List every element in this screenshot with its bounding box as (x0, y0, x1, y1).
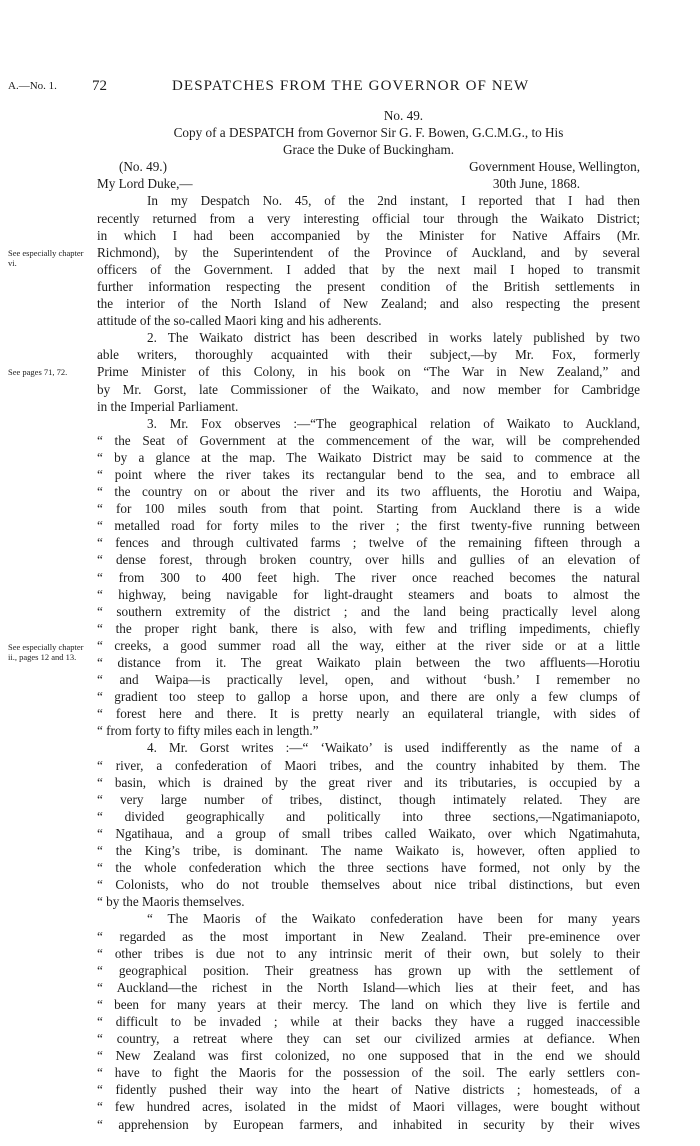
text-line: “ dense forest, through broken country, over hills and gullies of an elevation of (97, 552, 640, 568)
text-line: “ country, a retreat where they can set our civilized armies at defiance. When (97, 1031, 640, 1047)
text-line: “ Auckland—the richest in the North Island—which lies at their feet, and has (97, 979, 640, 995)
text-line: Richmond), by the Superintendent of the Province of Auckland, and by several (97, 244, 640, 260)
text-line: “ been for many years at their mercy. The land on which they live is fertile and (97, 996, 640, 1012)
text-line: “ regarded as the most important in New Zealand. Their pre-eminence over (97, 928, 640, 944)
despatch-title-line: Grace the Duke of Buckingham. (282, 142, 454, 158)
text-line: “ metalled road for forty miles to the river ; the first twenty-five running between (97, 518, 640, 534)
despatch-title-line: Copy of a DESPATCH from Governor Sir G. F. Bowen, G.C.M.G., to His (173, 125, 564, 141)
text-line: “ Colonists, who do not trouble themselves about nice tribal distinctions, but even (97, 877, 640, 893)
text-line: “ the whole confederation which the three sections have formed, not only by the (97, 860, 640, 876)
despatch-body (97, 107, 640, 1133)
text-line: “ apprehension by European farmers, and inhabited in security by their wives (97, 1116, 640, 1132)
text-line: “ the country on or about the river and its two affluents, the Horotiu and Waipa, (97, 484, 640, 500)
margin-note: See especially chapter ii., pages 12 and 13. (8, 642, 84, 662)
text-line: “ creeks, a good summer road all the way, either at the river side or at a little (97, 637, 640, 653)
text-line: “ point where the river takes its rectangular bend to the sea, and to embrace all (97, 466, 640, 482)
text-line: further information respecting the present condition of the British settlements in (97, 278, 640, 294)
text-line: “ by the Maoris themselves. (97, 894, 245, 910)
text-line: “ river, a confederation of Maori tribes, and the country inhabited by them. The (97, 757, 640, 773)
text-line: the interior of the North Island of New Zealand; and also respecting the present (97, 296, 640, 312)
text-line: in the Imperial Parliament. (97, 398, 239, 414)
text-line: by Mr. Gorst, late Commissioner of the Waikato, and now member for Cambridge (97, 381, 640, 397)
running-title: DESPATCHES FROM THE GOVERNOR OF NEW (172, 78, 530, 94)
text-line: “ highway, being navigable for light-draught steamers and boats to almost the (97, 586, 640, 602)
text-line: recently returned from a very interesting official tour through the Waikato District; (97, 210, 640, 226)
margin-note: See pages 71, 72. (8, 367, 68, 377)
despatch-salutation-row (97, 175, 640, 192)
despatch-date: 30th June, 1868. (492, 176, 580, 192)
text-line: “ and Waipa—is practically level, open, and without ‘bush.’ I remember no (97, 672, 640, 688)
text-line: able writers, thoroughly acquainted with their subject,—by Mr. Fox, formerly (97, 347, 640, 363)
text-line: “ from 300 to 400 feet high. The river once reached becomes the natural (97, 569, 640, 585)
despatch-ref: (No. 49.) (119, 159, 167, 175)
text-line: “ few hundred acres, isolated in the midst of Maori villages, were bought without (97, 1099, 640, 1115)
text-line: “ forest here and there. It is pretty nearly an equilateral triangle, with sides of (97, 706, 640, 722)
page-number: 72 (92, 78, 107, 94)
text-line: 3. Mr. Fox observes :—“The geographical relation of Waikato to Auckland, (147, 415, 640, 431)
text-line: “ the proper right bank, there is also, with few and trifling impediments, chiefly (97, 620, 640, 636)
text-line: “ very large number of tribes, distinct, though intimately related. They are (97, 791, 640, 807)
text-line: “ geographical position. Their greatness has grown up with the settlement of (97, 962, 640, 978)
text-line: “ fences and through cultivated farms ; twelve of the remaining fifteen through a (97, 535, 640, 551)
text-line: “ difficult to be invaded ; while at their backs they have a rugged inaccessible (97, 1013, 640, 1029)
despatch-place: Government House, Wellington, (469, 159, 640, 175)
margin-note: See especially chapter vi. (8, 248, 84, 268)
text-line: “ fidently pushed their way into the heart of Native districts ; homesteads, of a (97, 1082, 640, 1098)
text-line: “ divided geographically and politically into three sections,—Ngatimaniapoto, (97, 808, 640, 824)
despatch-title (97, 124, 640, 158)
text-line: “ the King’s tribe, is dominant. The name Waikato is, however, often applied to (97, 843, 640, 859)
text-line: “ southern extremity of the district ; and the land being practically level along (97, 603, 640, 619)
text-line: Prime Minister of this Colony, in his book on “The War in New Zealand,” and (97, 364, 640, 380)
text-line: “ New Zealand was first colonized, no one supposed that in the end we should (97, 1048, 640, 1064)
text-line: “ have to fight the Maoris for the possession of the soil. The early settlers con- (97, 1065, 640, 1081)
text-line: “ for 100 miles south from that point. Starting from Auckland there is a wide (97, 501, 640, 517)
salutation: My Lord Duke,— (97, 176, 193, 192)
text-line: in which I had been accompanied by the Minister for Native Affairs (Mr. (97, 227, 640, 243)
text-line: 4. Mr. Gorst writes :—“ ‘Waikato’ is used indifferently as the name of a (147, 740, 640, 756)
text-line: “ The Maoris of the Waikato confederation have been for many years (147, 911, 640, 927)
despatch-number: No. 49. (383, 108, 424, 123)
text-line: In my Despatch No. 45, of the 2nd instant, I reported that I had then (147, 193, 640, 209)
running-header (0, 78, 700, 98)
text-line: “ distance from it. The great Waikato plain between the two affluents—Horotiu (97, 655, 640, 670)
text-line: “ Ngatihaua, and a group of small tribes called Waikato, over which Ngatimahuta, (97, 825, 640, 841)
text-line: “ gradient too steep to gallop a horse upon, and there are only a few clumps of (97, 689, 640, 705)
text-line: attitude of the so-called Maori king and his adherents. (97, 313, 382, 329)
text-line: “ the Seat of Government at the commencement of the war, will be comprehended (97, 432, 640, 448)
text-line: “ by a glance at the map. The Waikato District may be said to commence at the (97, 449, 640, 465)
text-line: 2. The Waikato district has been described in works lately published by two (147, 330, 640, 346)
text-line: “ basin, which is drained by the great river and its tributaries, is occupied by a (97, 774, 640, 790)
despatch-text (97, 192, 640, 1132)
document-reference: A.—No. 1. (8, 80, 57, 92)
text-line: officers of the Government. I added that by the next mail I hoped to transmit (97, 261, 640, 277)
despatch-ref-row (97, 158, 640, 175)
text-line: “ from forty to fifty miles each in length.” (97, 723, 319, 739)
text-line: “ other tribes is due not to any intrinsic merit of their own, but solely to their (97, 945, 640, 961)
